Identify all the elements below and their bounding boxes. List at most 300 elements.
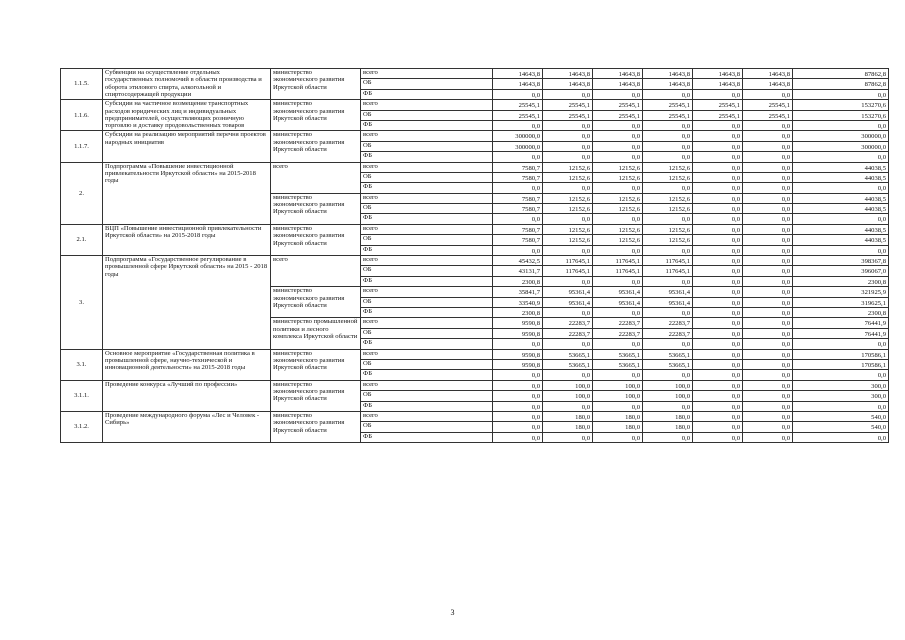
funding-source: ФБ (361, 432, 493, 442)
value-year: 12152,6 (643, 224, 693, 234)
value-year: 0,0 (743, 245, 793, 255)
value-total: 44038,5 (793, 235, 889, 245)
value-year: 0,0 (643, 370, 693, 380)
value-year: 0,0 (543, 432, 593, 442)
value-year: 180,0 (643, 411, 693, 421)
funding-source: всего (361, 100, 493, 110)
value-year: 2300,8 (493, 276, 543, 286)
value-year: 9590,8 (493, 328, 543, 338)
value-year: 117645,1 (543, 256, 593, 266)
funding-source: всего (361, 162, 493, 172)
value-year: 0,0 (743, 141, 793, 151)
value-total: 153270,6 (793, 100, 889, 110)
table-row (61, 69, 889, 79)
value-year: 12152,6 (593, 172, 643, 182)
measure-name: Проведение конкурса «Лучший по профессии» (103, 380, 271, 411)
value-year: 53665,1 (593, 349, 643, 359)
value-year: 0,0 (693, 411, 743, 421)
value-year: 0,0 (493, 380, 543, 390)
value-total: 540,0 (793, 422, 889, 432)
value-year: 0,0 (693, 224, 743, 234)
value-year: 12152,6 (543, 193, 593, 203)
value-year: 0,0 (593, 276, 643, 286)
value-year: 0,0 (693, 401, 743, 411)
value-year: 0,0 (693, 245, 743, 255)
funding-source: всего (361, 224, 493, 234)
value-year: 0,0 (693, 141, 743, 151)
value-year: 0,0 (643, 141, 693, 151)
measure-name: Субсидии на реализацию мероприятий перечня проектов народных инициатив (103, 131, 271, 162)
value-year: 0,0 (693, 349, 743, 359)
value-year: 0,0 (693, 297, 743, 307)
value-year: 0,0 (593, 401, 643, 411)
value-year: 0,0 (593, 131, 643, 141)
value-year: 117645,1 (543, 266, 593, 276)
value-year: 25545,1 (543, 110, 593, 120)
value-year: 12152,6 (643, 235, 693, 245)
value-year: 12152,6 (543, 162, 593, 172)
funding-source: ОБ (361, 328, 493, 338)
row-code: 3.1. (61, 349, 103, 380)
value-year: 0,0 (543, 370, 593, 380)
value-total: 44038,5 (793, 172, 889, 182)
value-year: 0,0 (693, 276, 743, 286)
value-year: 12152,6 (543, 224, 593, 234)
value-year: 0,0 (643, 89, 693, 99)
value-year: 0,0 (693, 120, 743, 130)
funding-source: ФБ (361, 339, 493, 349)
value-year: 12152,6 (543, 235, 593, 245)
table-row (61, 100, 889, 110)
value-year: 14643,8 (493, 69, 543, 79)
value-total: 44038,5 (793, 162, 889, 172)
value-year: 7580,7 (493, 204, 543, 214)
measure-name: Подпрограмма «Повышение инвестиционной привлекательности Иркутской области» на 2015-2018 годы (103, 162, 271, 224)
row-code: 3. (61, 256, 103, 350)
funding-source: ФБ (361, 370, 493, 380)
measure-name: Субсидии на частичное возмещение транспортных расходов юридических лиц и индивидуальных предпринимателей, осуществляющих розничную торговлю и доставку продовольственных товаров (103, 100, 271, 131)
funding-source: ОБ (361, 422, 493, 432)
value-year: 0,0 (743, 172, 793, 182)
value-year: 22283,7 (543, 318, 593, 328)
value-year: 0,0 (743, 89, 793, 99)
funding-source: ФБ (361, 183, 493, 193)
value-year: 0,0 (543, 401, 593, 411)
funding-source: ОБ (361, 297, 493, 307)
funding-source: ФБ (361, 214, 493, 224)
value-total: 0,0 (793, 183, 889, 193)
value-year: 0,0 (743, 193, 793, 203)
value-year: 0,0 (593, 245, 643, 255)
value-year: 0,0 (493, 214, 543, 224)
row-code: 1.1.7. (61, 131, 103, 162)
value-year: 12152,6 (643, 193, 693, 203)
value-year: 0,0 (493, 370, 543, 380)
value-year: 95361,4 (593, 297, 643, 307)
value-year: 0,0 (543, 276, 593, 286)
value-year: 0,0 (643, 401, 693, 411)
value-year: 0,0 (643, 120, 693, 130)
funding-source: ФБ (361, 245, 493, 255)
measure-name: Субвенции на осуществление отдельных государственных полномочий в области производства и оборота этилового спирта, алкогольной и спиртосодержащей продукции (103, 69, 271, 100)
value-year: 0,0 (693, 266, 743, 276)
value-year: 53665,1 (543, 359, 593, 369)
funding-source: ФБ (361, 401, 493, 411)
value-year: 0,0 (593, 152, 643, 162)
value-year: 0,0 (493, 422, 543, 432)
value-year: 0,0 (693, 172, 743, 182)
value-total: 0,0 (793, 245, 889, 255)
value-total: 540,0 (793, 411, 889, 421)
value-year: 180,0 (593, 422, 643, 432)
value-year: 0,0 (543, 152, 593, 162)
value-total: 76441,9 (793, 328, 889, 338)
value-year: 180,0 (543, 422, 593, 432)
funding-source: ОБ (361, 266, 493, 276)
executor: министерство экономического развития Иркутской области (271, 100, 361, 131)
value-total: 170586,1 (793, 349, 889, 359)
value-year: 0,0 (693, 214, 743, 224)
funding-source: ОБ (361, 235, 493, 245)
value-total: 0,0 (793, 339, 889, 349)
page-number: 3 (450, 608, 455, 617)
value-total: 44038,5 (793, 204, 889, 214)
value-total: 0,0 (793, 120, 889, 130)
value-year: 117645,1 (643, 266, 693, 276)
value-year: 0,0 (743, 307, 793, 317)
executor: всего (271, 162, 361, 193)
executor: всего (271, 256, 361, 287)
value-year: 95361,4 (543, 297, 593, 307)
value-year: 0,0 (743, 224, 793, 234)
budget-table-sheet (60, 68, 886, 443)
value-year: 0,0 (643, 307, 693, 317)
value-year: 0,0 (693, 131, 743, 141)
value-year: 0,0 (543, 183, 593, 193)
value-year: 0,0 (743, 204, 793, 214)
value-total: 2300,8 (793, 307, 889, 317)
table-row (61, 411, 889, 421)
value-total: 44038,5 (793, 224, 889, 234)
value-year: 180,0 (593, 411, 643, 421)
value-year: 22283,7 (543, 328, 593, 338)
value-total: 76441,9 (793, 318, 889, 328)
table-row (61, 131, 889, 141)
value-total: 300,0 (793, 380, 889, 390)
value-total: 398367,8 (793, 256, 889, 266)
value-year: 0,0 (693, 287, 743, 297)
value-year: 12152,6 (593, 235, 643, 245)
value-year: 0,0 (693, 89, 743, 99)
value-year: 0,0 (493, 152, 543, 162)
value-year: 12152,6 (543, 204, 593, 214)
value-year: 0,0 (743, 214, 793, 224)
value-year: 0,0 (593, 183, 643, 193)
value-year: 14643,8 (743, 69, 793, 79)
value-total: 300,0 (793, 391, 889, 401)
funding-source: ОБ (361, 204, 493, 214)
row-code: 1.1.6. (61, 100, 103, 131)
value-total: 87862,8 (793, 69, 889, 79)
funding-source: всего (361, 69, 493, 79)
funding-source: ОБ (361, 141, 493, 151)
value-year: 0,0 (743, 411, 793, 421)
value-year: 0,0 (543, 214, 593, 224)
value-year: 0,0 (743, 422, 793, 432)
funding-source: ФБ (361, 307, 493, 317)
value-year: 0,0 (543, 120, 593, 130)
value-year: 7580,7 (493, 235, 543, 245)
value-year: 12152,6 (593, 204, 643, 214)
value-total: 153270,6 (793, 110, 889, 120)
value-year: 14643,8 (693, 79, 743, 89)
value-year: 100,0 (643, 380, 693, 390)
value-year: 0,0 (643, 339, 693, 349)
value-year: 0,0 (643, 432, 693, 442)
value-year: 0,0 (743, 266, 793, 276)
value-year: 0,0 (493, 339, 543, 349)
value-year: 0,0 (743, 120, 793, 130)
value-year: 22283,7 (593, 328, 643, 338)
value-year: 0,0 (693, 359, 743, 369)
value-year: 0,0 (743, 131, 793, 141)
value-year: 0,0 (493, 120, 543, 130)
value-year: 0,0 (693, 328, 743, 338)
value-year: 0,0 (743, 380, 793, 390)
funding-source: всего (361, 380, 493, 390)
value-year: 25545,1 (493, 110, 543, 120)
value-year: 0,0 (693, 339, 743, 349)
value-year: 14643,8 (743, 79, 793, 89)
value-year: 0,0 (493, 401, 543, 411)
funding-source: ФБ (361, 152, 493, 162)
value-year: 14643,8 (643, 79, 693, 89)
value-total: 0,0 (793, 432, 889, 442)
value-year: 0,0 (543, 307, 593, 317)
value-year: 0,0 (493, 183, 543, 193)
value-year: 180,0 (643, 422, 693, 432)
value-year: 2300,8 (493, 307, 543, 317)
value-year: 0,0 (743, 370, 793, 380)
value-total: 319625,1 (793, 297, 889, 307)
funding-source: ФБ (361, 89, 493, 99)
row-code: 2. (61, 162, 103, 224)
funding-source: ФБ (361, 276, 493, 286)
value-year: 53665,1 (593, 359, 643, 369)
executor: министерство экономического развития Иркутской области (271, 411, 361, 442)
value-year: 0,0 (693, 152, 743, 162)
value-year: 9590,8 (493, 349, 543, 359)
value-year: 0,0 (693, 235, 743, 245)
value-year: 43131,7 (493, 266, 543, 276)
value-year: 14643,8 (493, 79, 543, 89)
value-year: 12152,6 (643, 204, 693, 214)
value-year: 12152,6 (593, 162, 643, 172)
value-year: 22283,7 (643, 318, 693, 328)
value-year: 0,0 (743, 183, 793, 193)
value-total: 2300,8 (793, 276, 889, 286)
value-year: 117645,1 (593, 266, 643, 276)
measure-name: Проведение международного форума «Лес и Человек - Сибирь» (103, 411, 271, 442)
value-year: 0,0 (593, 370, 643, 380)
value-year: 45432,5 (493, 256, 543, 266)
value-year: 0,0 (593, 214, 643, 224)
value-year: 0,0 (693, 204, 743, 214)
value-year: 25545,1 (693, 110, 743, 120)
value-total: 396067,0 (793, 266, 889, 276)
value-year: 0,0 (693, 422, 743, 432)
executor: министерство экономического развития Иркутской области (271, 131, 361, 162)
row-code: 1.1.5. (61, 69, 103, 100)
value-year: 53665,1 (643, 349, 693, 359)
value-year: 25545,1 (493, 100, 543, 110)
value-year: 0,0 (743, 287, 793, 297)
value-year: 14643,8 (543, 69, 593, 79)
value-year: 14643,8 (593, 79, 643, 89)
value-year: 0,0 (693, 256, 743, 266)
executor: министерство экономического развития Иркутской области (271, 287, 361, 318)
value-year: 0,0 (493, 89, 543, 99)
value-year: 14643,8 (593, 69, 643, 79)
table-row (61, 349, 889, 359)
value-year: 0,0 (743, 276, 793, 286)
funding-source: ОБ (361, 79, 493, 89)
value-year: 0,0 (743, 297, 793, 307)
funding-source: всего (361, 411, 493, 421)
value-year: 95361,4 (593, 287, 643, 297)
row-code: 3.1.2. (61, 411, 103, 442)
value-year: 0,0 (643, 183, 693, 193)
value-year: 95361,4 (543, 287, 593, 297)
value-year: 14643,8 (693, 69, 743, 79)
value-year: 0,0 (743, 401, 793, 411)
value-year: 0,0 (493, 411, 543, 421)
value-year: 0,0 (493, 245, 543, 255)
value-year: 0,0 (693, 432, 743, 442)
value-year: 0,0 (743, 162, 793, 172)
value-year: 12152,6 (643, 162, 693, 172)
value-year: 95361,4 (643, 287, 693, 297)
value-year: 0,0 (693, 318, 743, 328)
value-year: 0,0 (493, 432, 543, 442)
budget-table-body (61, 69, 889, 443)
funding-source: ФБ (361, 120, 493, 130)
value-year: 12152,6 (593, 224, 643, 234)
value-year: 7580,7 (493, 224, 543, 234)
value-year: 12152,6 (643, 172, 693, 182)
value-year: 0,0 (593, 307, 643, 317)
value-year: 25545,1 (743, 100, 793, 110)
value-year: 117645,1 (593, 256, 643, 266)
value-total: 0,0 (793, 152, 889, 162)
value-year: 0,0 (743, 391, 793, 401)
funding-source: всего (361, 131, 493, 141)
executor: министерство экономического развития Иркутской области (271, 193, 361, 224)
value-year: 0,0 (743, 318, 793, 328)
value-year: 100,0 (593, 380, 643, 390)
value-year: 0,0 (543, 245, 593, 255)
value-year: 12152,6 (593, 193, 643, 203)
value-year: 0,0 (643, 214, 693, 224)
value-total: 300000,0 (793, 131, 889, 141)
value-year: 0,0 (643, 276, 693, 286)
value-year: 7580,7 (493, 162, 543, 172)
value-year: 25545,1 (593, 110, 643, 120)
value-year: 22283,7 (593, 318, 643, 328)
value-year: 14643,8 (543, 79, 593, 89)
value-year: 0,0 (593, 339, 643, 349)
value-year: 0,0 (743, 152, 793, 162)
value-year: 180,0 (543, 411, 593, 421)
value-total: 0,0 (793, 89, 889, 99)
value-year: 0,0 (543, 131, 593, 141)
value-total: 0,0 (793, 370, 889, 380)
value-year: 35841,7 (493, 287, 543, 297)
value-year: 0,0 (743, 328, 793, 338)
value-year: 0,0 (643, 152, 693, 162)
funding-source: ОБ (361, 359, 493, 369)
value-year: 7580,7 (493, 172, 543, 182)
value-year: 0,0 (543, 89, 593, 99)
value-total: 300000,0 (793, 141, 889, 151)
value-year: 0,0 (543, 141, 593, 151)
funding-source: ОБ (361, 110, 493, 120)
value-total: 87862,8 (793, 79, 889, 89)
funding-source: всего (361, 349, 493, 359)
value-year: 0,0 (693, 380, 743, 390)
value-year: 0,0 (743, 235, 793, 245)
value-year: 0,0 (693, 162, 743, 172)
value-year: 25545,1 (643, 110, 693, 120)
executor: министерство экономического развития Иркутской области (271, 349, 361, 380)
value-year: 0,0 (693, 183, 743, 193)
value-total: 44038,5 (793, 193, 889, 203)
value-year: 25545,1 (643, 100, 693, 110)
funding-source: всего (361, 287, 493, 297)
table-row (61, 162, 889, 172)
value-year: 300000,0 (493, 131, 543, 141)
table-row (61, 256, 889, 266)
measure-name: Основное мероприятие «Государственная политика в промышленной сфере, научно-технической и инновационной деятельности» на 2015-2018 годы (103, 349, 271, 380)
measure-name: Подпрограмма «Государственное регулирование в промышленной сфере Иркутской области» на 2015 - 2018 годы (103, 256, 271, 350)
executor: министерство экономического развития Иркутской области (271, 380, 361, 411)
value-total: 0,0 (793, 214, 889, 224)
funding-source: ОБ (361, 391, 493, 401)
value-year: 0,0 (593, 432, 643, 442)
value-year: 0,0 (593, 141, 643, 151)
value-year: 100,0 (593, 391, 643, 401)
value-year: 0,0 (643, 245, 693, 255)
value-year: 0,0 (543, 339, 593, 349)
value-year: 300000,0 (493, 141, 543, 151)
value-year: 7580,7 (493, 193, 543, 203)
value-year: 0,0 (743, 256, 793, 266)
executor: министерство экономического развития Иркутской области (271, 224, 361, 255)
value-total: 170586,1 (793, 359, 889, 369)
value-year: 0,0 (643, 131, 693, 141)
value-total: 321925,9 (793, 287, 889, 297)
value-year: 0,0 (493, 391, 543, 401)
value-year: 25545,1 (543, 100, 593, 110)
executor: министерство промышленной политики и лесного комплекса Иркутской области (271, 318, 361, 349)
value-total: 0,0 (793, 401, 889, 411)
row-code: 3.1.1. (61, 380, 103, 411)
value-year: 0,0 (693, 307, 743, 317)
value-year: 100,0 (543, 380, 593, 390)
value-year: 53665,1 (643, 359, 693, 369)
value-year: 25545,1 (593, 100, 643, 110)
table-row (61, 380, 889, 390)
